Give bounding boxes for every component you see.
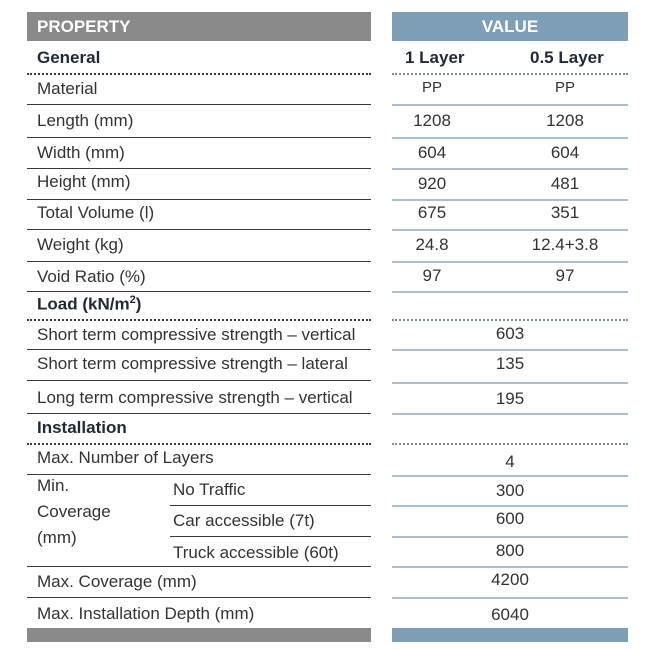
divider xyxy=(392,475,628,477)
coverage-value-truck-accessible: 800 xyxy=(495,541,525,560)
row-label-void-ratio: Void Ratio (%) xyxy=(37,267,146,286)
row-value-material-0-5-layer: PP xyxy=(554,79,575,96)
divider xyxy=(27,261,371,262)
row-label-max-coverage: Max. Coverage (mm) xyxy=(37,572,197,591)
divider xyxy=(392,597,628,599)
row-value-length-1-layer: 1208 xyxy=(413,111,451,130)
footer-bar-right xyxy=(392,628,628,642)
divider xyxy=(392,505,628,507)
divider xyxy=(392,104,628,106)
row-label-weight: Weight (kg) xyxy=(37,235,124,254)
row-value-void-ratio-1-layer: 97 xyxy=(422,266,442,285)
row-value-height-0-5-layer: 481 xyxy=(550,174,580,193)
row-label-total-volume: Total Volume (l) xyxy=(37,203,155,222)
divider xyxy=(392,443,628,445)
divider xyxy=(170,505,371,506)
divider xyxy=(27,291,371,292)
row-value-width-1-layer: 604 xyxy=(417,143,447,162)
row-label-width: Width (mm) xyxy=(37,143,125,162)
row-value-height-1-layer: 920 xyxy=(417,174,447,193)
divider xyxy=(392,168,628,170)
divider xyxy=(392,382,628,384)
divider xyxy=(27,73,371,75)
row-value-total-volume-1-layer: 675 xyxy=(417,203,447,222)
value-header: VALUE xyxy=(392,12,628,41)
section-load: Load $(kN/m^2)$ xyxy=(37,294,142,314)
row-label-long-term-vertical: Long term compressive strength – vertical xyxy=(37,388,353,407)
divider xyxy=(392,137,628,139)
divider xyxy=(170,536,371,537)
row-value-material-1-layer: PP xyxy=(421,79,442,96)
divider xyxy=(392,349,628,351)
min-coverage-label: Min. Coverage (mm) xyxy=(37,476,111,547)
row-value-total-volume-0-5-layer: 351 xyxy=(550,203,580,222)
divider xyxy=(27,597,371,598)
row-value-weight-1-layer: 24.8 xyxy=(415,235,449,254)
coverage-value-no-traffic: 300 xyxy=(495,481,525,500)
row-label-height: Height (mm) xyxy=(37,172,131,191)
row-value-long-term-vertical: 195 xyxy=(495,389,525,408)
row-value-length-0-5-layer: 1208 xyxy=(546,111,584,130)
column-1-layer: 1 Layer xyxy=(405,48,465,67)
divider xyxy=(27,229,371,230)
divider xyxy=(27,319,371,321)
divider xyxy=(392,319,628,321)
row-label-material: Material xyxy=(37,79,98,98)
coverage-label-no-traffic: No Traffic xyxy=(173,480,246,499)
row-value-short-term-lateral: 135 xyxy=(495,354,525,373)
row-label-max-layers: Max. Number of Layers xyxy=(37,448,214,467)
coverage-value-car-accessible: 600 xyxy=(495,509,525,528)
divider xyxy=(27,349,371,350)
coverage-label-truck-accessible: Truck accessible (60t) xyxy=(173,543,339,562)
divider xyxy=(27,199,371,200)
divider xyxy=(27,380,371,381)
divider xyxy=(27,413,371,414)
row-label-length: Length (mm) xyxy=(37,111,134,130)
row-label-max-installation-depth: Max. Installation Depth (mm) xyxy=(37,604,255,623)
divider xyxy=(392,261,628,263)
section-installation: Installation xyxy=(37,418,127,437)
row-value-short-term-vertical: 603 xyxy=(495,324,525,343)
row-value-weight-0-5-layer: 12.4+3.8 xyxy=(531,235,599,254)
divider xyxy=(392,413,628,415)
divider xyxy=(392,536,628,538)
divider xyxy=(392,291,628,293)
divider xyxy=(392,566,628,568)
divider xyxy=(392,229,628,231)
divider xyxy=(392,199,628,201)
section-general: General xyxy=(37,48,101,67)
row-value-max-coverage: 4200 xyxy=(491,570,529,589)
divider xyxy=(27,168,371,169)
property-header: PROPERTY xyxy=(27,12,371,41)
footer-bar-left xyxy=(27,628,371,642)
row-value-width-0-5-layer: 604 xyxy=(550,143,580,162)
coverage-label-car-accessible: Car accessible (7t) xyxy=(173,511,315,530)
divider xyxy=(27,443,371,445)
row-label-short-term-lateral: Short term compressive strength – lateral xyxy=(37,354,348,373)
row-label-short-term-vertical: Short term compressive strength – vertical xyxy=(37,325,356,344)
divider xyxy=(27,104,371,105)
divider xyxy=(392,73,628,75)
row-value-void-ratio-0-5-layer: 97 xyxy=(555,266,575,285)
row-value-max-layers: 4 xyxy=(505,452,515,471)
row-value-max-installation-depth: 6040 xyxy=(491,605,529,624)
divider xyxy=(27,137,371,138)
column-0-5-layer: 0.5 Layer xyxy=(530,48,604,67)
divider xyxy=(27,566,371,567)
